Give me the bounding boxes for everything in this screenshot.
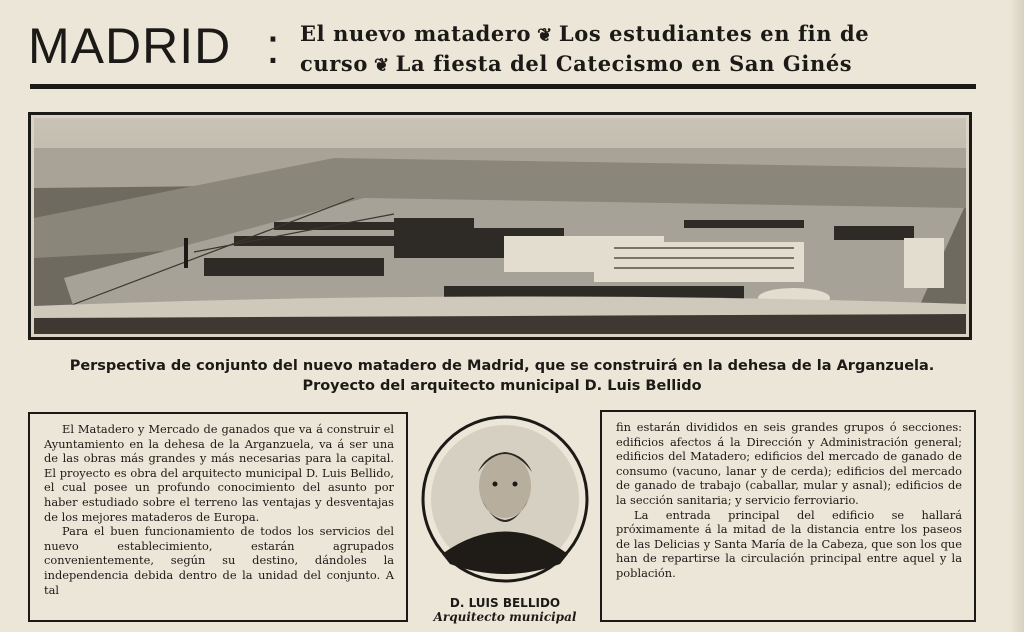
section-colon: : — [266, 18, 280, 74]
topic-matadero: El nuevo matadero — [300, 21, 532, 46]
topic-catecismo: La fiesta del Catecismo en San Ginés — [395, 51, 853, 76]
paragraph: El Matadero y Mercado de ganados que va á construir el Ayuntamiento en la dehesa de la Arganzuela, va á ser una de las obras más grandes y más necesarias para la capital. El proyecto es obra del arquitecto municipal D. Luis Bellido, el cual posee un profundo conocimiento del asunto por haber estudiado sobre el terreno las ventajas y desventajas de los mejores mataderos de Europa. — [44, 422, 394, 524]
aerial-view-illustration — [34, 118, 966, 334]
section-title: MADRID — [28, 18, 232, 74]
portrait-photo — [420, 414, 590, 584]
article-column-right — [600, 410, 976, 622]
caption-line-2: Proyecto del arquitecto municipal D. Luis Bellido — [302, 378, 702, 394]
leaf-ornament-icon: ❦ — [537, 25, 553, 46]
headline-topics — [300, 20, 990, 80]
page-edge — [1010, 0, 1024, 632]
portrait-name: D. LUIS BELLIDO — [449, 596, 561, 610]
masthead — [28, 12, 978, 84]
topic-estudiantes: Los estudiantes en fin de curso — [300, 21, 870, 76]
caption-line-1: Perspectiva de conjunto del nuevo matadero de Madrid, que se construirá en la dehesa de la Arganzuela. — [69, 358, 935, 374]
article-column-left — [28, 412, 408, 622]
portrait-title: Arquitecto municipal — [433, 610, 577, 624]
slaughterhouse-photo — [28, 112, 972, 340]
photo-caption — [30, 356, 974, 396]
header-rule — [30, 84, 976, 89]
paragraph: La entrada principal del edificio se hallará próximamente á la mitad de la distancia entre los paseos de las Delicias y Santa María de la Cabeza, que son los que han de repartirse la circulación principal entre aquel y la población. — [616, 507, 962, 580]
paragraph: fin estarán divididos en seis grandes grupos ó secciones: edificios afectos á la Dirección y Administración general; edificios del Matadero; edificios del mercado de ganado de consumo (vacuno, lanar y de cerda); edificios del mercado de ganado de trabajo (caballar, mular y asnal); edificios de la sección sanitaria; y servicio ferroviario. — [616, 420, 962, 507]
paragraph: Para el buen funcionamiento de todos los servicios del nuevo establecimiento, estarán agrupados convenientemente, según su destino, dándoles la independencia debida dentro de la unidad del conjunto. A tal — [44, 524, 394, 597]
leaf-ornament-icon: ❦ — [373, 55, 390, 76]
